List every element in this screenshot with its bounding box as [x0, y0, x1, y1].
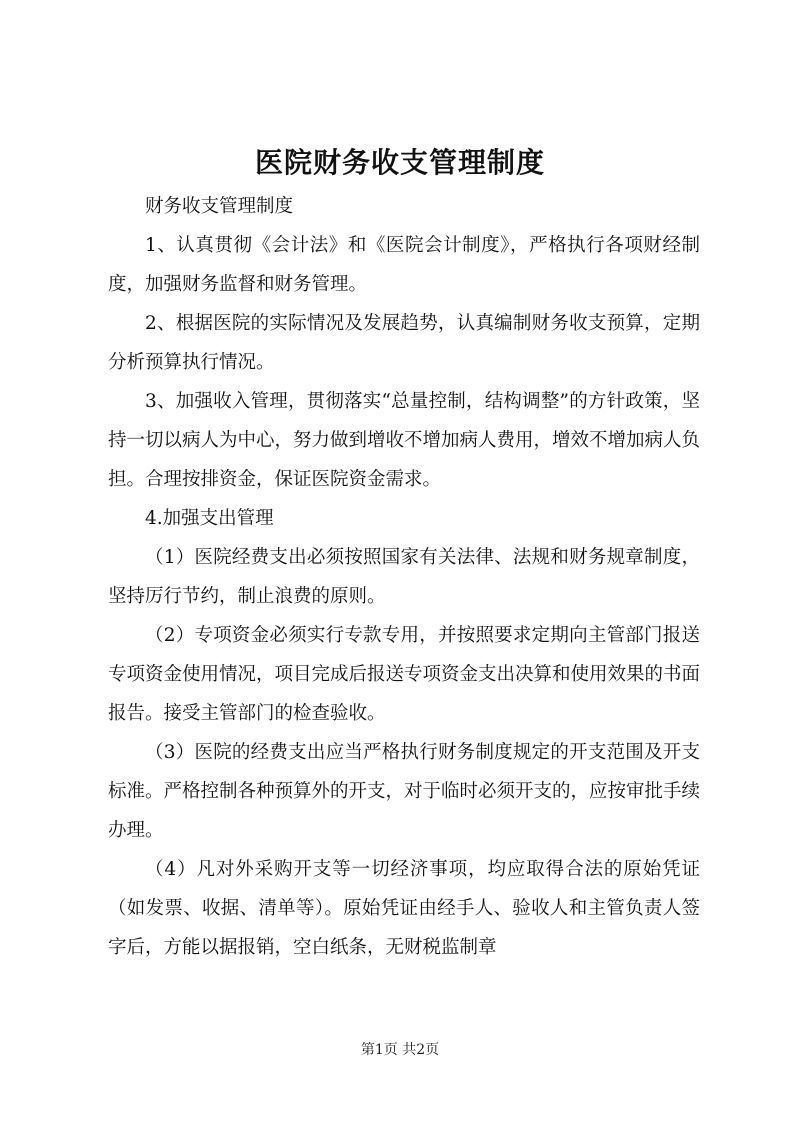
paragraph-subitem-3: （3）医院的经费支出应当严格执行财务制度规定的开支范围及开支标准。严格控制各种预算外的开支，对于临时必须开支的，应按审批手续办理。 [108, 742, 701, 841]
paragraph-item-2: 2、根据医院的实际情况及发展趋势，认真编制财务收支预算，定期分析预算执行情况。 [108, 313, 700, 373]
page-footer: 第1页 共2页 [360, 1042, 440, 1058]
paragraph-item-3: 3、加强收入管理，贯彻落实“总量控制，结构调整”的方针政策，坚持一切以病人为中心，努力做到增收不增加病人费用，增效不增加病人负担。合理按排资金，保证医院资金需求。 [108, 391, 701, 490]
document-title: 医院财务收支管理制度 [254, 146, 545, 179]
document-body [108, 187, 700, 967]
paragraph-subitem-4: （4）凡对外采购开支等一切经济事项，均应取得合法的原始凭证（如发票、收据、清单等）。原始凭证由经手人、验收人和主管负责人签字后，方能以据报销，空白纸条，无财税监制章 [108, 859, 700, 958]
paragraph-heading: 财务收支管理制度 [145, 196, 294, 217]
paragraph-item-4: 4.加强支出管理 [145, 508, 274, 529]
paragraph-subitem-1: （1）医院经费支出必须按照国家有关法律、法规和财务规章制度，坚持厉行节约，制止浪费的原则。 [108, 547, 700, 607]
paragraph-item-1: 1、认真贯彻《会计法》和《医院会计制度》，严格执行各项财经制度，加强财务监督和财务管理。 [108, 235, 700, 295]
paragraph-subitem-2: （2）专项资金必须实行专款专用，并按照要求定期向主管部门报送专项资金使用情况，项目完成后报送专项资金支出决算和使用效果的书面报告。接受主管部门的检查验收。 [108, 625, 701, 724]
